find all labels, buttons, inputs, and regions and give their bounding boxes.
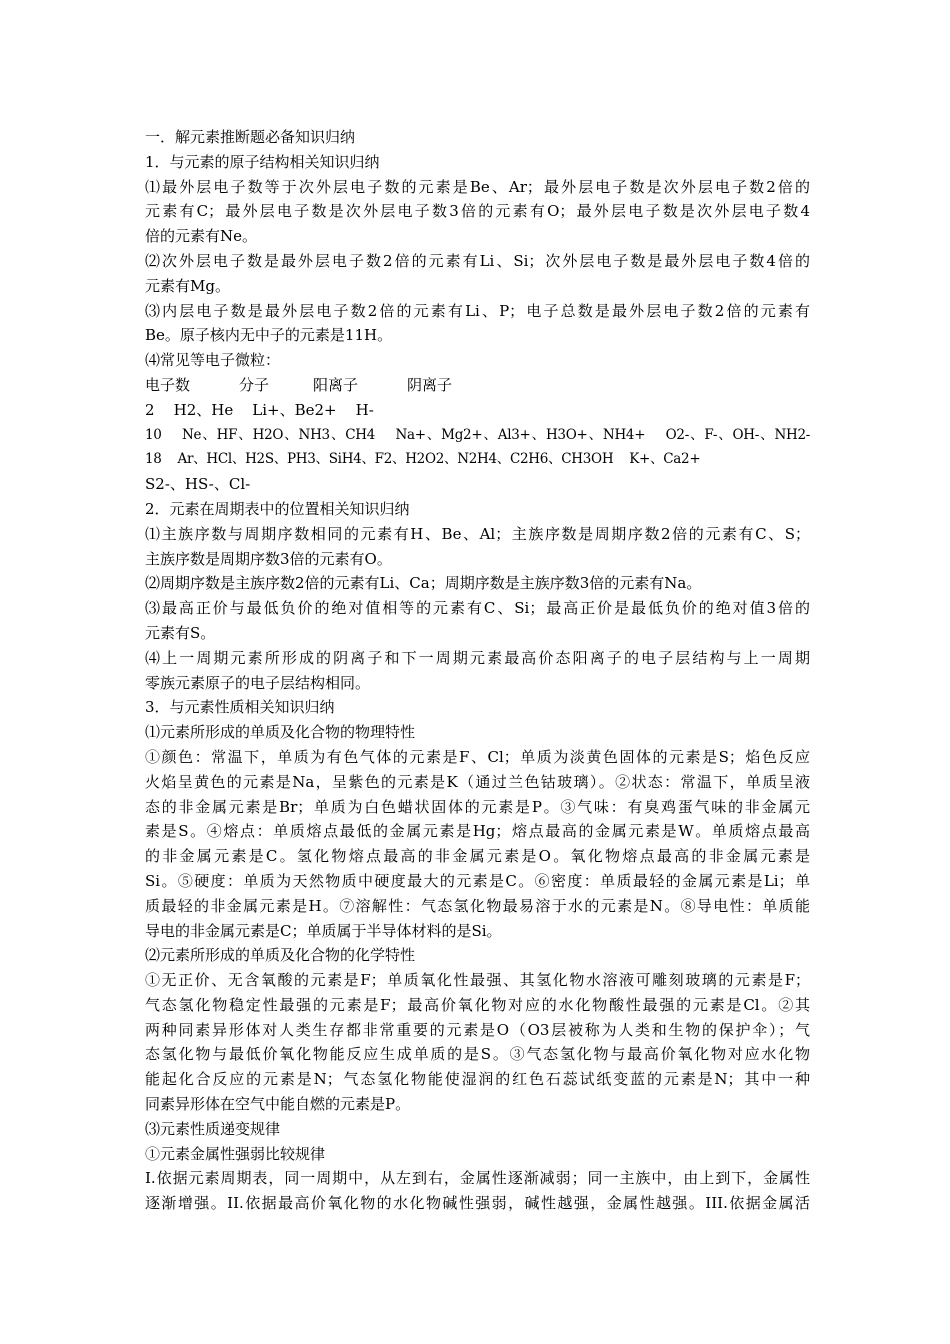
paragraph-line: ⑷常见等电子微粒： [145, 351, 281, 370]
paragraph-line: 元素有Mg。 [145, 276, 230, 295]
subsection-heading: ⑴元素所形成的单质及化合物的物理特性 [145, 723, 416, 742]
section-2-heading: 2．元素在周期表中的位置相关知识归纳 [145, 499, 410, 518]
paragraph-line: 导电的非金属元素是C；单质属于半导体材料的是Si。 [145, 921, 502, 940]
document-content [145, 125, 810, 1216]
paragraph-line: ⑵周期序数是主族序数2倍的元素有Li、Ca；周期序数是主族序数3倍的元素有Na。 [145, 574, 702, 593]
paragraph-line: ⑷上一周期元素所形成的阴离子和下一周期元素最高价态阳离子的电子层结构与上一周期 [145, 648, 810, 667]
paragraph-line: 倍的元素有Ne。 [145, 227, 258, 246]
paragraph-line: 态氢化物与最低价氧化物能反应生成单质的是S。③气态氢化物与最高价氧化物对应水化物 [145, 1045, 810, 1064]
isoelectronic-table-header [145, 373, 810, 398]
paragraph-line: 零族元素原子的电子层结构相同。 [145, 673, 371, 692]
paragraph-line: 两种同素异形体对人类生存都非常重要的元素是O（O3层被称为人类和生物的保护伞）；气 [145, 1020, 810, 1039]
paragraph-line: 元素有C；最外层电子数是次外层电子数3倍的元素有O；最外层电子数是次外层电子数4 [145, 202, 810, 221]
paragraph-line: 的非金属元素是C。氢化物熔点最高的非金属元素是O。氧化物熔点最高的非金属元素是 [145, 847, 810, 866]
subsection-heading: ①元素金属性强弱比较规律 [145, 1144, 326, 1163]
subsection-heading: ⑵元素所形成的单质及化合物的化学特性 [145, 946, 416, 965]
paragraph-line: Be。原子核内无中子的元素是11H。 [145, 326, 393, 345]
section-3-heading: 3．与元素性质相关知识归纳 [145, 698, 335, 717]
paragraph-line: 素是S。④熔点：单质熔点最低的金属元素是Hg；熔点最高的金属元素是W。单质熔点最高 [145, 822, 810, 841]
paragraph-line: ⑴主族序数与周期序数相同的元素有H、Be、Al；主族序数是周期序数2倍的元素有C、S； [145, 524, 810, 543]
paragraph-line: 逐渐增强。II.依据最高价氧化物的水化物碱性强弱，碱性越强，金属性越强。III.依据金属活 [145, 1194, 810, 1213]
header-electron-count: 电子数 [145, 375, 191, 394]
isoelectronic-row: S2-、HS-、Cl- [145, 475, 251, 494]
isoelectronic-row: 18 Ar、HCl、H2S、PH3、SiH4、F2、H2O2、N2H4、C2H6、CH3OH K+、Ca2+ [145, 451, 701, 468]
paragraph-line: 同素异形体在空气中能自燃的元素是P。 [145, 1095, 411, 1114]
paragraph-line: 火焰呈黄色的元素是Na，呈紫色的元素是K（通过兰色钴玻璃）。②状态：常温下，单质呈液 [145, 772, 810, 791]
isoelectronic-row: 10 Ne、HF、H2O、NH3、CH4 Na+、Mg2+、Al3+、H3O+、NH4+ O2-、F-、OH-、NH2- [145, 426, 810, 443]
paragraph-line: Si。⑤硬度：单质为天然物质中硬度最大的元素是C。⑥密度：单质最轻的金属元素是Li；单 [145, 871, 810, 890]
paragraph-line: 元素有S。 [145, 623, 216, 642]
paragraph-line: 主族序数是周期序数3倍的元素有O。 [145, 549, 392, 568]
paragraph-line: 质最轻的非金属元素是H。⑦溶解性：气态氢化物最易溶于水的元素是N。⑧导电性：单质能 [145, 896, 810, 915]
paragraph-line: I.依据元素周期表，同一周期中，从左到右，金属性逐渐减弱；同一主族中，由上到下，金属性 [145, 1169, 810, 1188]
paragraph-line: 能起化合反应的元素是N；气态氢化物能使湿润的红色石蕊试纸变蓝的元素是N；其中一种 [145, 1070, 810, 1089]
paragraph-line: ⑴最外层电子数等于次外层电子数的元素是Be、Ar；最外层电子数是次外层电子数2倍的 [145, 177, 810, 196]
paragraph-line: 气态氢化物稳定性最强的元素是F；最高价氧化物对应的水化物酸性最强的元素是Cl。②其 [145, 995, 810, 1014]
paragraph-line: ⑶内层电子数是最外层电子数2倍的元素有Li、P；电子总数是最外层电子数2倍的元素有 [145, 301, 810, 320]
paragraph-line: 态的非金属元素是Br；单质为白色蜡状固体的元素是P。③气味：有臭鸡蛋气味的非金属元 [145, 797, 810, 816]
subsection-heading: ⑶元素性质递变规律 [145, 1119, 281, 1138]
header-anion: 阴离子 [407, 375, 453, 394]
section-1-heading: 1．与元素的原子结构相关知识归纳 [145, 152, 380, 171]
document-title: 一．解元素推断题必备知识归纳 [145, 128, 356, 146]
paragraph-line: ①无正价、无含氧酸的元素是F；单质氧化性最强、其氢化物水溶液可雕刻玻璃的元素是F； [145, 971, 810, 990]
header-cation: 阳离子 [313, 375, 359, 394]
paragraph-line: ⑵次外层电子数是最外层电子数2倍的元素有Li、Si；次外层电子数是最外层电子数4倍的 [145, 251, 810, 270]
paragraph-line: ①颜色：常温下，单质为有色气体的元素是F、Cl；单质为淡黄色固体的元素是S；焰色反应 [145, 747, 810, 766]
isoelectronic-row: 2 H2、He Li+、Be2+ H- [145, 400, 374, 419]
paragraph-line: ⑶最高正价与最低负价的绝对值相等的元素有C、Si；最高正价是最低负价的绝对值3倍的 [145, 599, 810, 618]
header-molecule: 分子 [239, 375, 270, 394]
